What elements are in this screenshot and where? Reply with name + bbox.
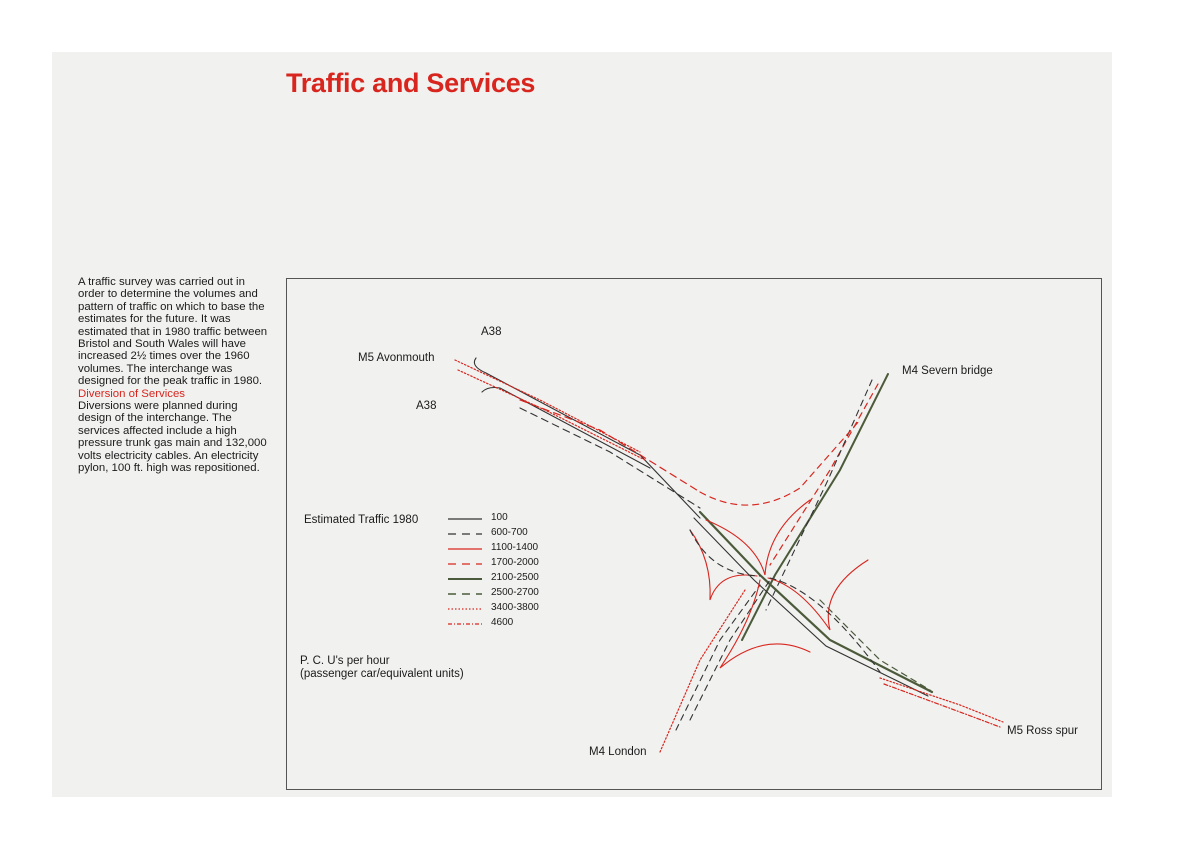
- legend-item: [447, 617, 567, 632]
- legend-swatch: [447, 590, 483, 598]
- label-m5-ross-spur: M5 Ross spur: [1007, 725, 1078, 737]
- legend-label: 600-700: [491, 527, 528, 538]
- label-m4-london: M4 London: [589, 746, 647, 758]
- legend-label: 4600: [491, 617, 514, 628]
- intro-text-block: [78, 276, 268, 475]
- label-m4-severn-bridge: M4 Severn bridge: [902, 365, 993, 377]
- units-line-1: P. C. U's per hour: [300, 655, 390, 667]
- severn-dashed-black: [766, 380, 872, 610]
- avonmouth-dashed-black: [520, 408, 700, 508]
- ross-dotted-red: [880, 678, 1003, 722]
- legend-label: 1100-1400: [491, 542, 539, 553]
- legend-label: 2100-2500: [491, 572, 539, 583]
- units-note: [300, 655, 464, 681]
- london-dotted-red: [660, 590, 745, 752]
- ross-dashed-green: [820, 600, 930, 690]
- severn-mainline-green: [742, 374, 888, 640]
- avonmouth-dashed-red: [520, 400, 700, 492]
- legend-swatch: [447, 575, 483, 583]
- legend-label: 3400-3800: [491, 602, 539, 613]
- a38-road-lower: [482, 388, 650, 469]
- page-title: Traffic and Services: [286, 68, 536, 98]
- label-m5-avonmouth: M5 Avonmouth: [358, 352, 435, 364]
- legend-label: 100: [491, 512, 508, 523]
- loop-red-north: [706, 500, 810, 575]
- legend-item: [447, 587, 567, 602]
- legend-item: [447, 572, 567, 587]
- legend-swatch: [447, 605, 483, 613]
- legend-title: Estimated Traffic 1980: [304, 514, 419, 526]
- legend-item: [447, 512, 567, 527]
- legend-swatch: [447, 560, 483, 568]
- legend-swatch: [447, 515, 483, 523]
- label-a38-top: A38: [481, 326, 502, 338]
- ross-dotdash-red: [884, 684, 1000, 727]
- services-paragraph: Diversions were planned during design of the interchange. The services affected include a high pressure trunk gas main and 132,000 volts electricity cables. An electricity pylon, 100 ft. high was repositioned.: [78, 400, 267, 475]
- legend-item: [447, 542, 567, 557]
- legend-item: [447, 527, 567, 542]
- legend-swatch: [447, 620, 483, 628]
- intro-paragraph: A traffic survey was carried out in order to determine the volumes and pattern of traffic on which to base the estimates for the future. It was estimated that in 1980 traffic between Bristol and South Wales will have increased 2½ times over the 1960 volumes. The interchange was designed for the peak traffic in 1980.: [78, 276, 268, 388]
- london-dashed-black-2: [690, 580, 770, 720]
- a38-road-upper: [474, 358, 700, 518]
- legend-swatch: [447, 530, 483, 538]
- ross-mainline-black: [694, 518, 928, 696]
- units-line-2: (passenger car/equivalent units): [300, 668, 464, 680]
- severn-dashed-red: [770, 384, 878, 565]
- legend-label: 1700-2000: [491, 557, 539, 568]
- legend-item: [447, 602, 567, 617]
- diversion-subheading: Diversion of Services: [78, 387, 185, 400]
- london-dashed-black-1: [676, 585, 760, 730]
- label-a38-left: A38: [416, 400, 437, 412]
- legend-label: 2500-2700: [491, 587, 539, 598]
- loop-red-west: [690, 530, 757, 600]
- legend-swatch: [447, 545, 483, 553]
- legend-item: [447, 557, 567, 572]
- ross-mainline-green: [700, 512, 932, 692]
